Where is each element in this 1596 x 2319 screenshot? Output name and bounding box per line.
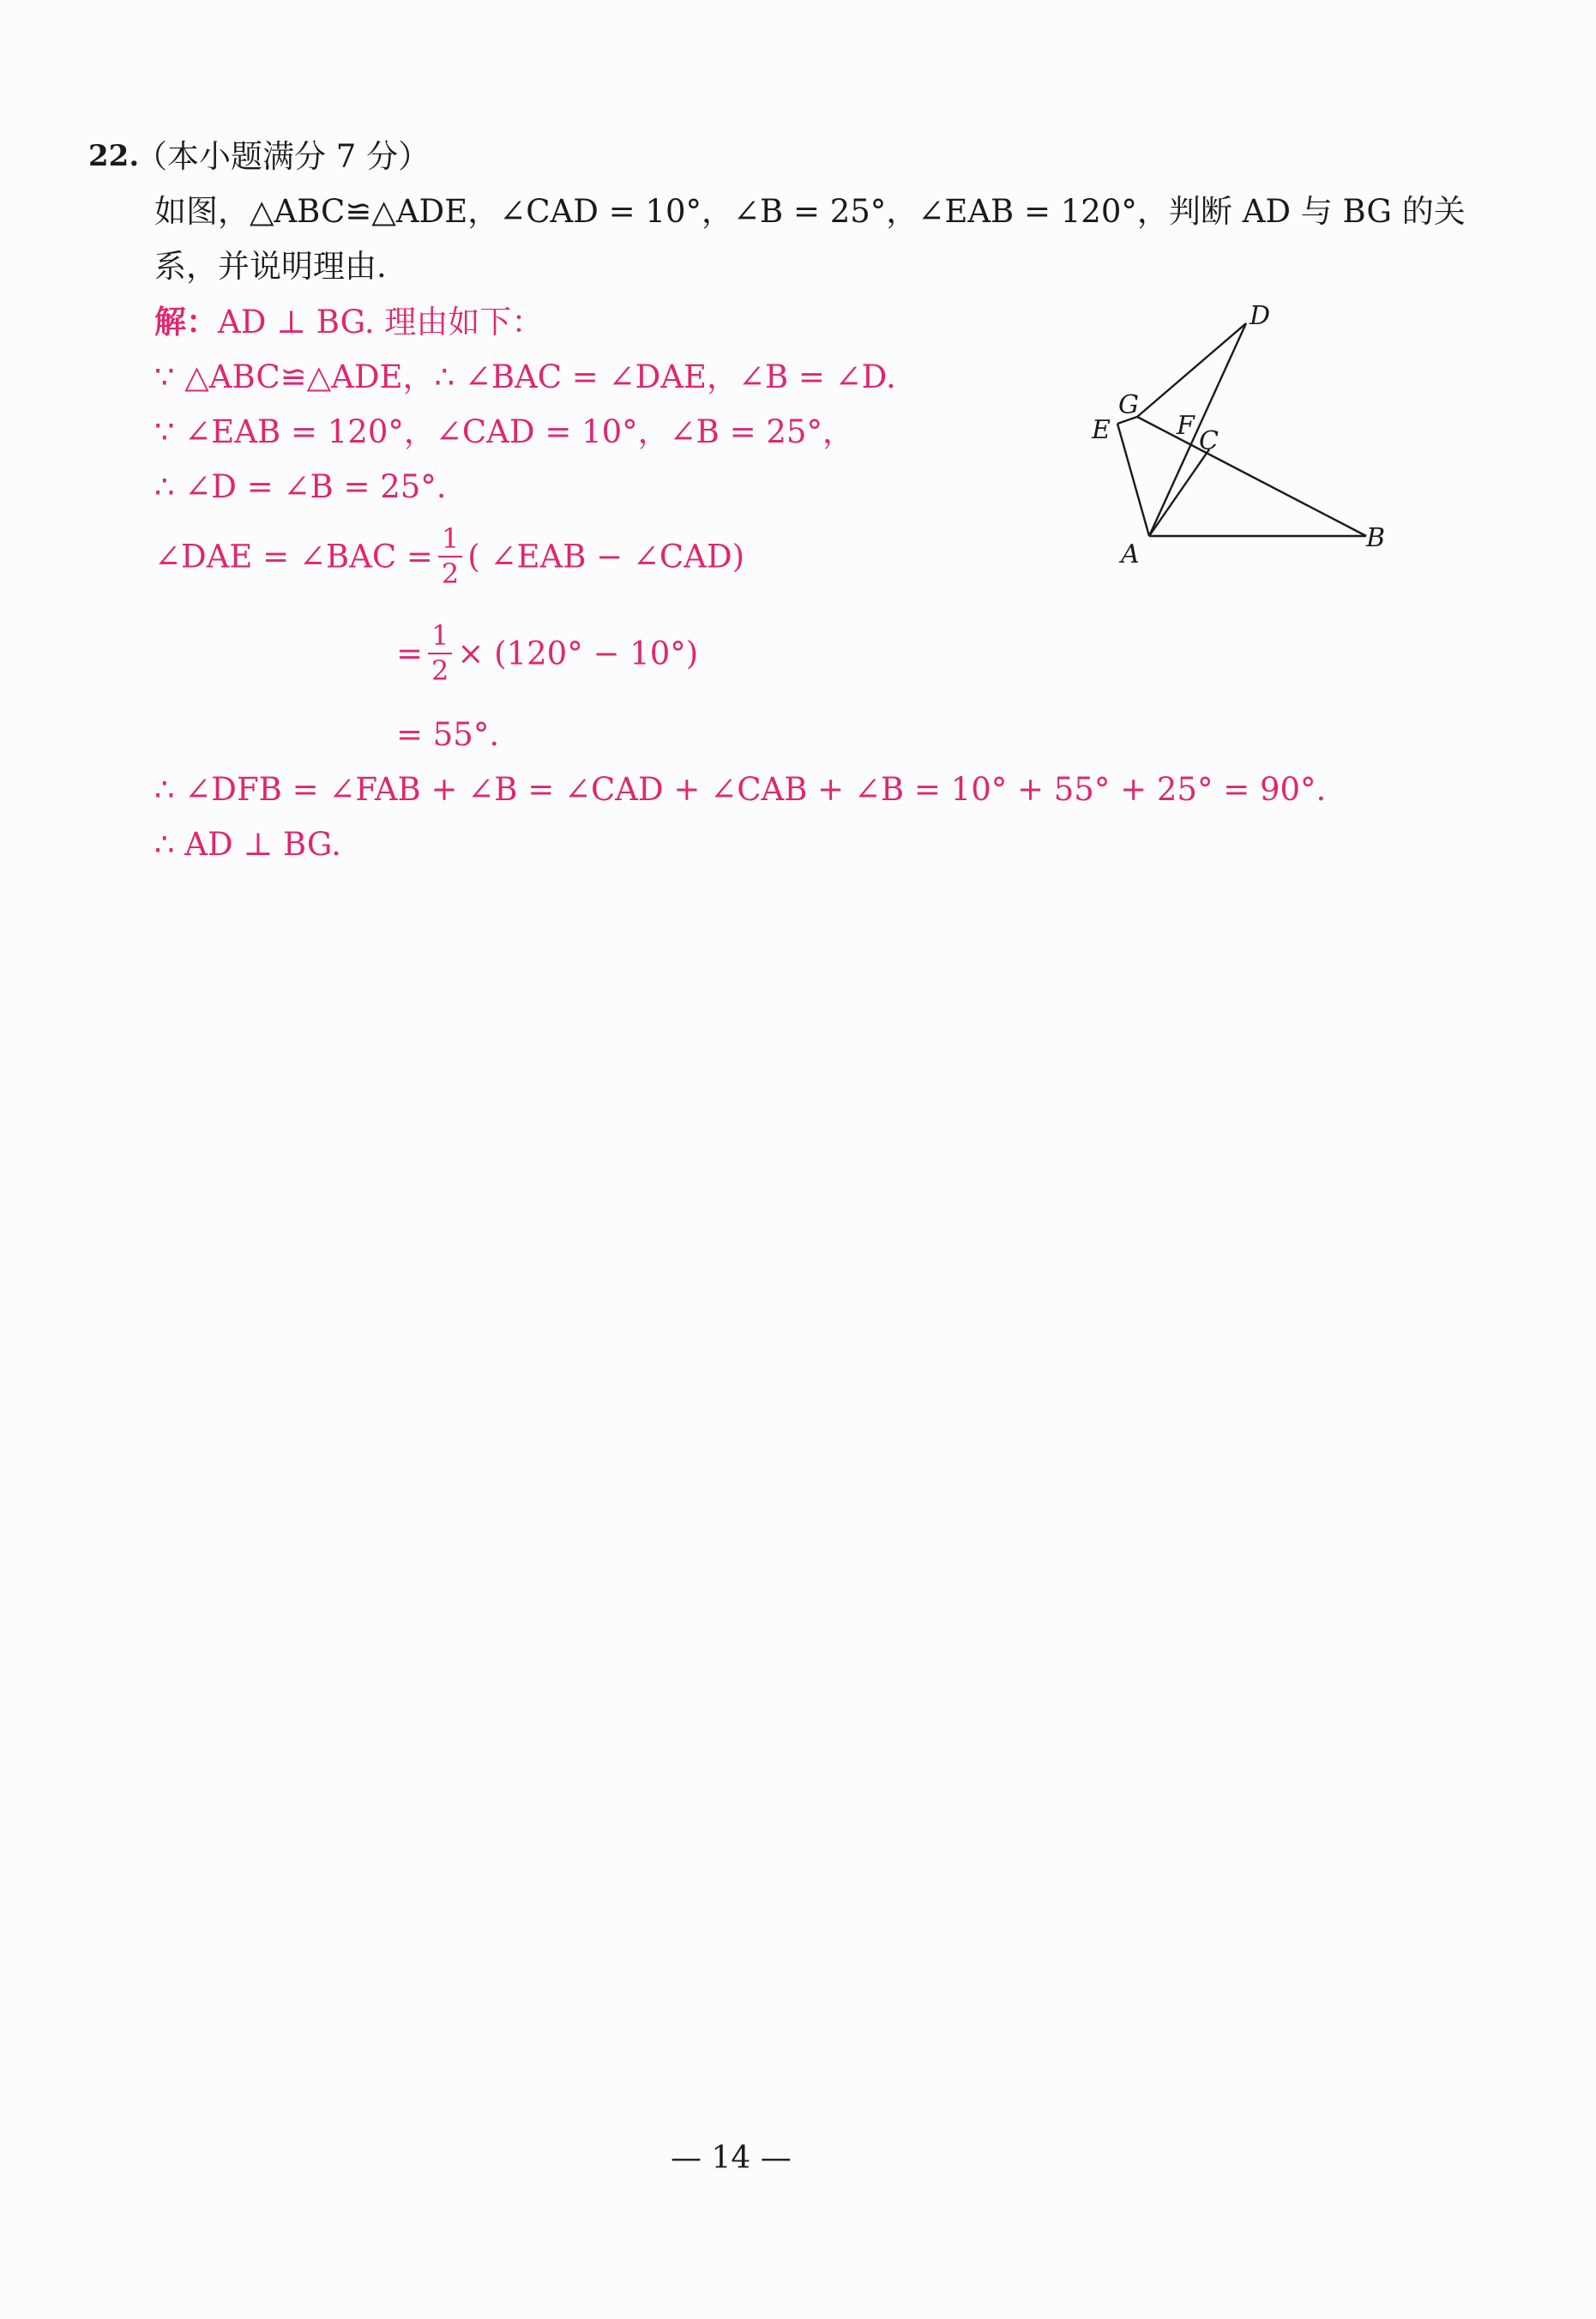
figure-lines: [1117, 323, 1366, 536]
segment-GD: [1137, 323, 1246, 417]
point-label-F: F: [1177, 411, 1195, 441]
calc-1-left: ∠DAE = ∠BAC =: [154, 538, 433, 575]
calc-2-equals: =: [396, 635, 424, 672]
segment-AE: [1117, 424, 1149, 536]
fraction-denominator: 2: [441, 557, 460, 590]
point-label-E: E: [1092, 415, 1111, 445]
solution-calc-line-1: [154, 522, 745, 590]
fraction-denominator-2: 2: [431, 654, 449, 687]
point-label-D: D: [1250, 301, 1271, 331]
fraction-one-half: [438, 522, 462, 590]
solution-step-1: ∵ △ABC≌△ADE，∴ ∠BAC = ∠DAE，∠B = ∠D.: [154, 358, 896, 395]
segment-AC: [1149, 449, 1209, 536]
solution-label: 解：: [154, 303, 218, 340]
question-score-note: （本小题满分 7 分）: [136, 138, 431, 175]
fraction-one-half-2: [428, 619, 452, 687]
solution-step-3: ∴ ∠D = ∠B = 25°.: [154, 468, 447, 505]
point-label-C: C: [1199, 426, 1219, 456]
segment-GB: [1137, 417, 1366, 536]
point-label-A: A: [1121, 539, 1140, 569]
solution-step-4: ∴ ∠DFB = ∠FAB + ∠B = ∠CAD + ∠CAB + ∠B = 10° + 55° + 25° = 90°.: [154, 771, 1327, 808]
question-number: 22.: [88, 139, 140, 173]
fraction-numerator: 1: [438, 525, 462, 557]
point-label-G: G: [1118, 390, 1139, 420]
question-text-line-1: 如图，△ABC≌△ADE，∠CAD = 10°，∠B = 25°，∠EAB = 120°，判断 AD 与 BG 的关: [154, 193, 1466, 230]
solution-step-2: ∵ ∠EAB = 120°，∠CAD = 10°，∠B = 25°，: [154, 413, 854, 450]
solution-calc-line-3: = 55°.: [396, 716, 500, 753]
solution-calc-line-2: [396, 619, 699, 687]
solution-answer-line: [154, 303, 544, 340]
page-number: — 14 —: [671, 2141, 792, 2176]
calc-2-right: × (120° − 10°): [457, 635, 699, 672]
calc-1-right: ( ∠EAB − ∠CAD): [467, 538, 745, 575]
solution-answer: AD ⊥ BG. 理由如下：: [218, 304, 544, 340]
geometry-figure: [1072, 300, 1398, 575]
fraction-numerator-2: 1: [428, 622, 452, 654]
question-text-line-2: 系，并说明理由.: [154, 248, 387, 285]
solution-conclusion: ∴ AD ⊥ BG.: [154, 826, 341, 863]
point-label-B: B: [1366, 523, 1386, 553]
